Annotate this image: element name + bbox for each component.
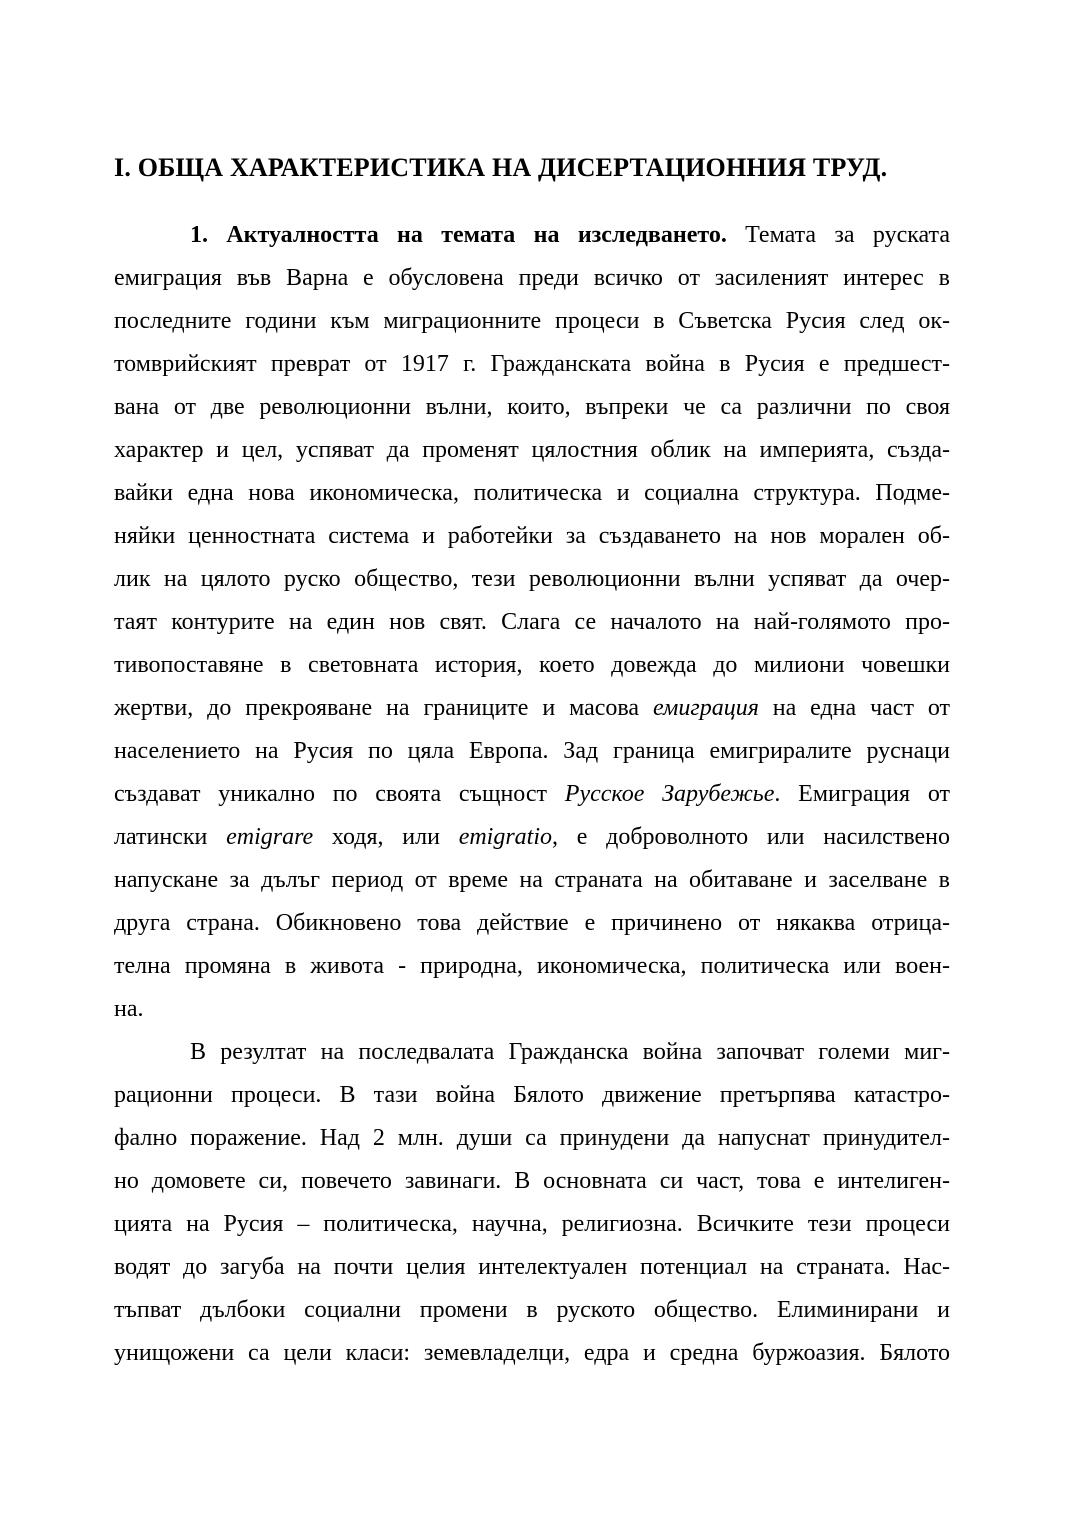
text-line — [114, 1246, 950, 1289]
page-content — [114, 146, 950, 1375]
text-segment: Русское Зарубежье — [564, 781, 775, 807]
paragraph — [114, 214, 950, 1031]
text-line — [114, 816, 950, 859]
text-segment: населението на Русия по цяла Европа. Зад граница емигриралите руснаци — [114, 738, 950, 764]
text-segment: друга страна. Обикновено това действие е причинено от някаква отрица- — [114, 910, 950, 936]
document-body — [114, 214, 950, 1375]
text-line — [114, 472, 950, 515]
text-line — [114, 1117, 950, 1160]
paragraph — [114, 1031, 950, 1375]
text-segment: emigrare — [226, 824, 314, 850]
text-line — [114, 214, 950, 257]
text-segment: emigratio — [458, 824, 553, 850]
text-line — [114, 730, 950, 773]
text-segment: емиграция във Варна е обусловена преди всичко от засиленият интерес в — [114, 265, 950, 291]
text-segment: няйки ценностната система и работейки за създаването на нов морален об- — [114, 523, 950, 549]
text-segment: В резултат на последвалата Гражданска война започват големи миг- — [190, 1039, 950, 1065]
text-segment: ходя, или — [313, 824, 459, 850]
text-segment: , е доброволното или насилствено — [552, 824, 951, 850]
text-segment: напускане за дълъг период от време на страната на обитаване и заселване в — [114, 867, 950, 893]
text-line — [114, 1332, 950, 1375]
text-line — [114, 257, 950, 300]
text-segment: унищожени са цели класи: земевладелци, едра и средна буржоазия. Бялото — [114, 1340, 950, 1366]
text-line — [114, 1289, 950, 1332]
text-line — [114, 386, 950, 429]
text-segment: но домовете си, повечето завинаги. В основната си част, това е интелиген- — [114, 1168, 950, 1194]
text-segment: телна промяна в живота - природна, икономическа, политическа или воен- — [114, 953, 950, 979]
text-line — [114, 1160, 950, 1203]
text-line — [114, 343, 950, 386]
text-segment: на. — [114, 996, 144, 1022]
text-segment: Темата за руската — [726, 222, 950, 248]
text-segment: цията на Русия – политическа, научна, религиозна. Всичките тези процеси — [114, 1211, 950, 1237]
text-segment: жертви, до прекрояване на границите и масова — [114, 695, 653, 721]
text-line — [114, 902, 950, 945]
text-segment: тъпват дълбоки социални промени в руското общество. Елиминирани и — [114, 1297, 950, 1323]
text-segment: водят до загуба на почти целия интелектуален потенциал на страната. Нас- — [114, 1254, 950, 1280]
text-segment: характер и цел, успяват да променят цялостния облик на империята, създа- — [114, 437, 950, 463]
text-segment: вайки една нова икономическа, политическа и социална структура. Подме- — [114, 480, 950, 506]
text-line — [114, 1031, 950, 1074]
text-segment: създават уникално по своята същност — [114, 781, 565, 807]
text-line — [114, 687, 950, 730]
section-heading: I. ОБЩА ХАРАКТЕРИСТИКА НА ДИСЕРТАЦИОННИЯ ТРУД. — [114, 153, 888, 182]
text-segment: 1. Актуалността на темата на изследването. — [190, 222, 727, 248]
text-segment: вана от две революционни вълни, които, въпреки че са различни по своя — [114, 394, 950, 420]
text-segment: латински — [114, 824, 227, 850]
text-segment: на една част от — [758, 695, 950, 721]
text-line — [114, 1074, 950, 1117]
text-segment: томврийският преврат от 1917 г. Гражданската война в Русия е предшест- — [114, 351, 950, 377]
text-line — [114, 558, 950, 601]
text-segment: лик на цялото руско общество, тези революционни вълни успяват да очер- — [114, 566, 950, 592]
text-line — [114, 601, 950, 644]
text-line — [114, 945, 950, 988]
text-line — [114, 300, 950, 343]
text-line — [114, 859, 950, 902]
text-line — [114, 429, 950, 472]
text-line — [114, 988, 950, 1031]
text-line — [114, 1203, 950, 1246]
text-segment: таят контурите на един нов свят. Слага се началото на най-голямото про- — [114, 609, 950, 635]
text-segment: емиграция — [652, 695, 759, 721]
text-segment: последните години към миграционните процеси в Съветска Русия след ок- — [114, 308, 950, 334]
text-line — [114, 644, 950, 687]
text-segment: рационни процеси. В тази война Бялото движение претърпява катастро- — [114, 1082, 950, 1108]
text-segment: . Емиграция от — [774, 781, 950, 807]
text-line — [114, 515, 950, 558]
text-line — [114, 773, 950, 816]
text-segment: тивопоставяне в световната история, което довежда до милиони човешки — [114, 652, 950, 678]
text-segment: фално поражение. Над 2 млн. души са принудени да напуснат принудител- — [114, 1125, 950, 1151]
